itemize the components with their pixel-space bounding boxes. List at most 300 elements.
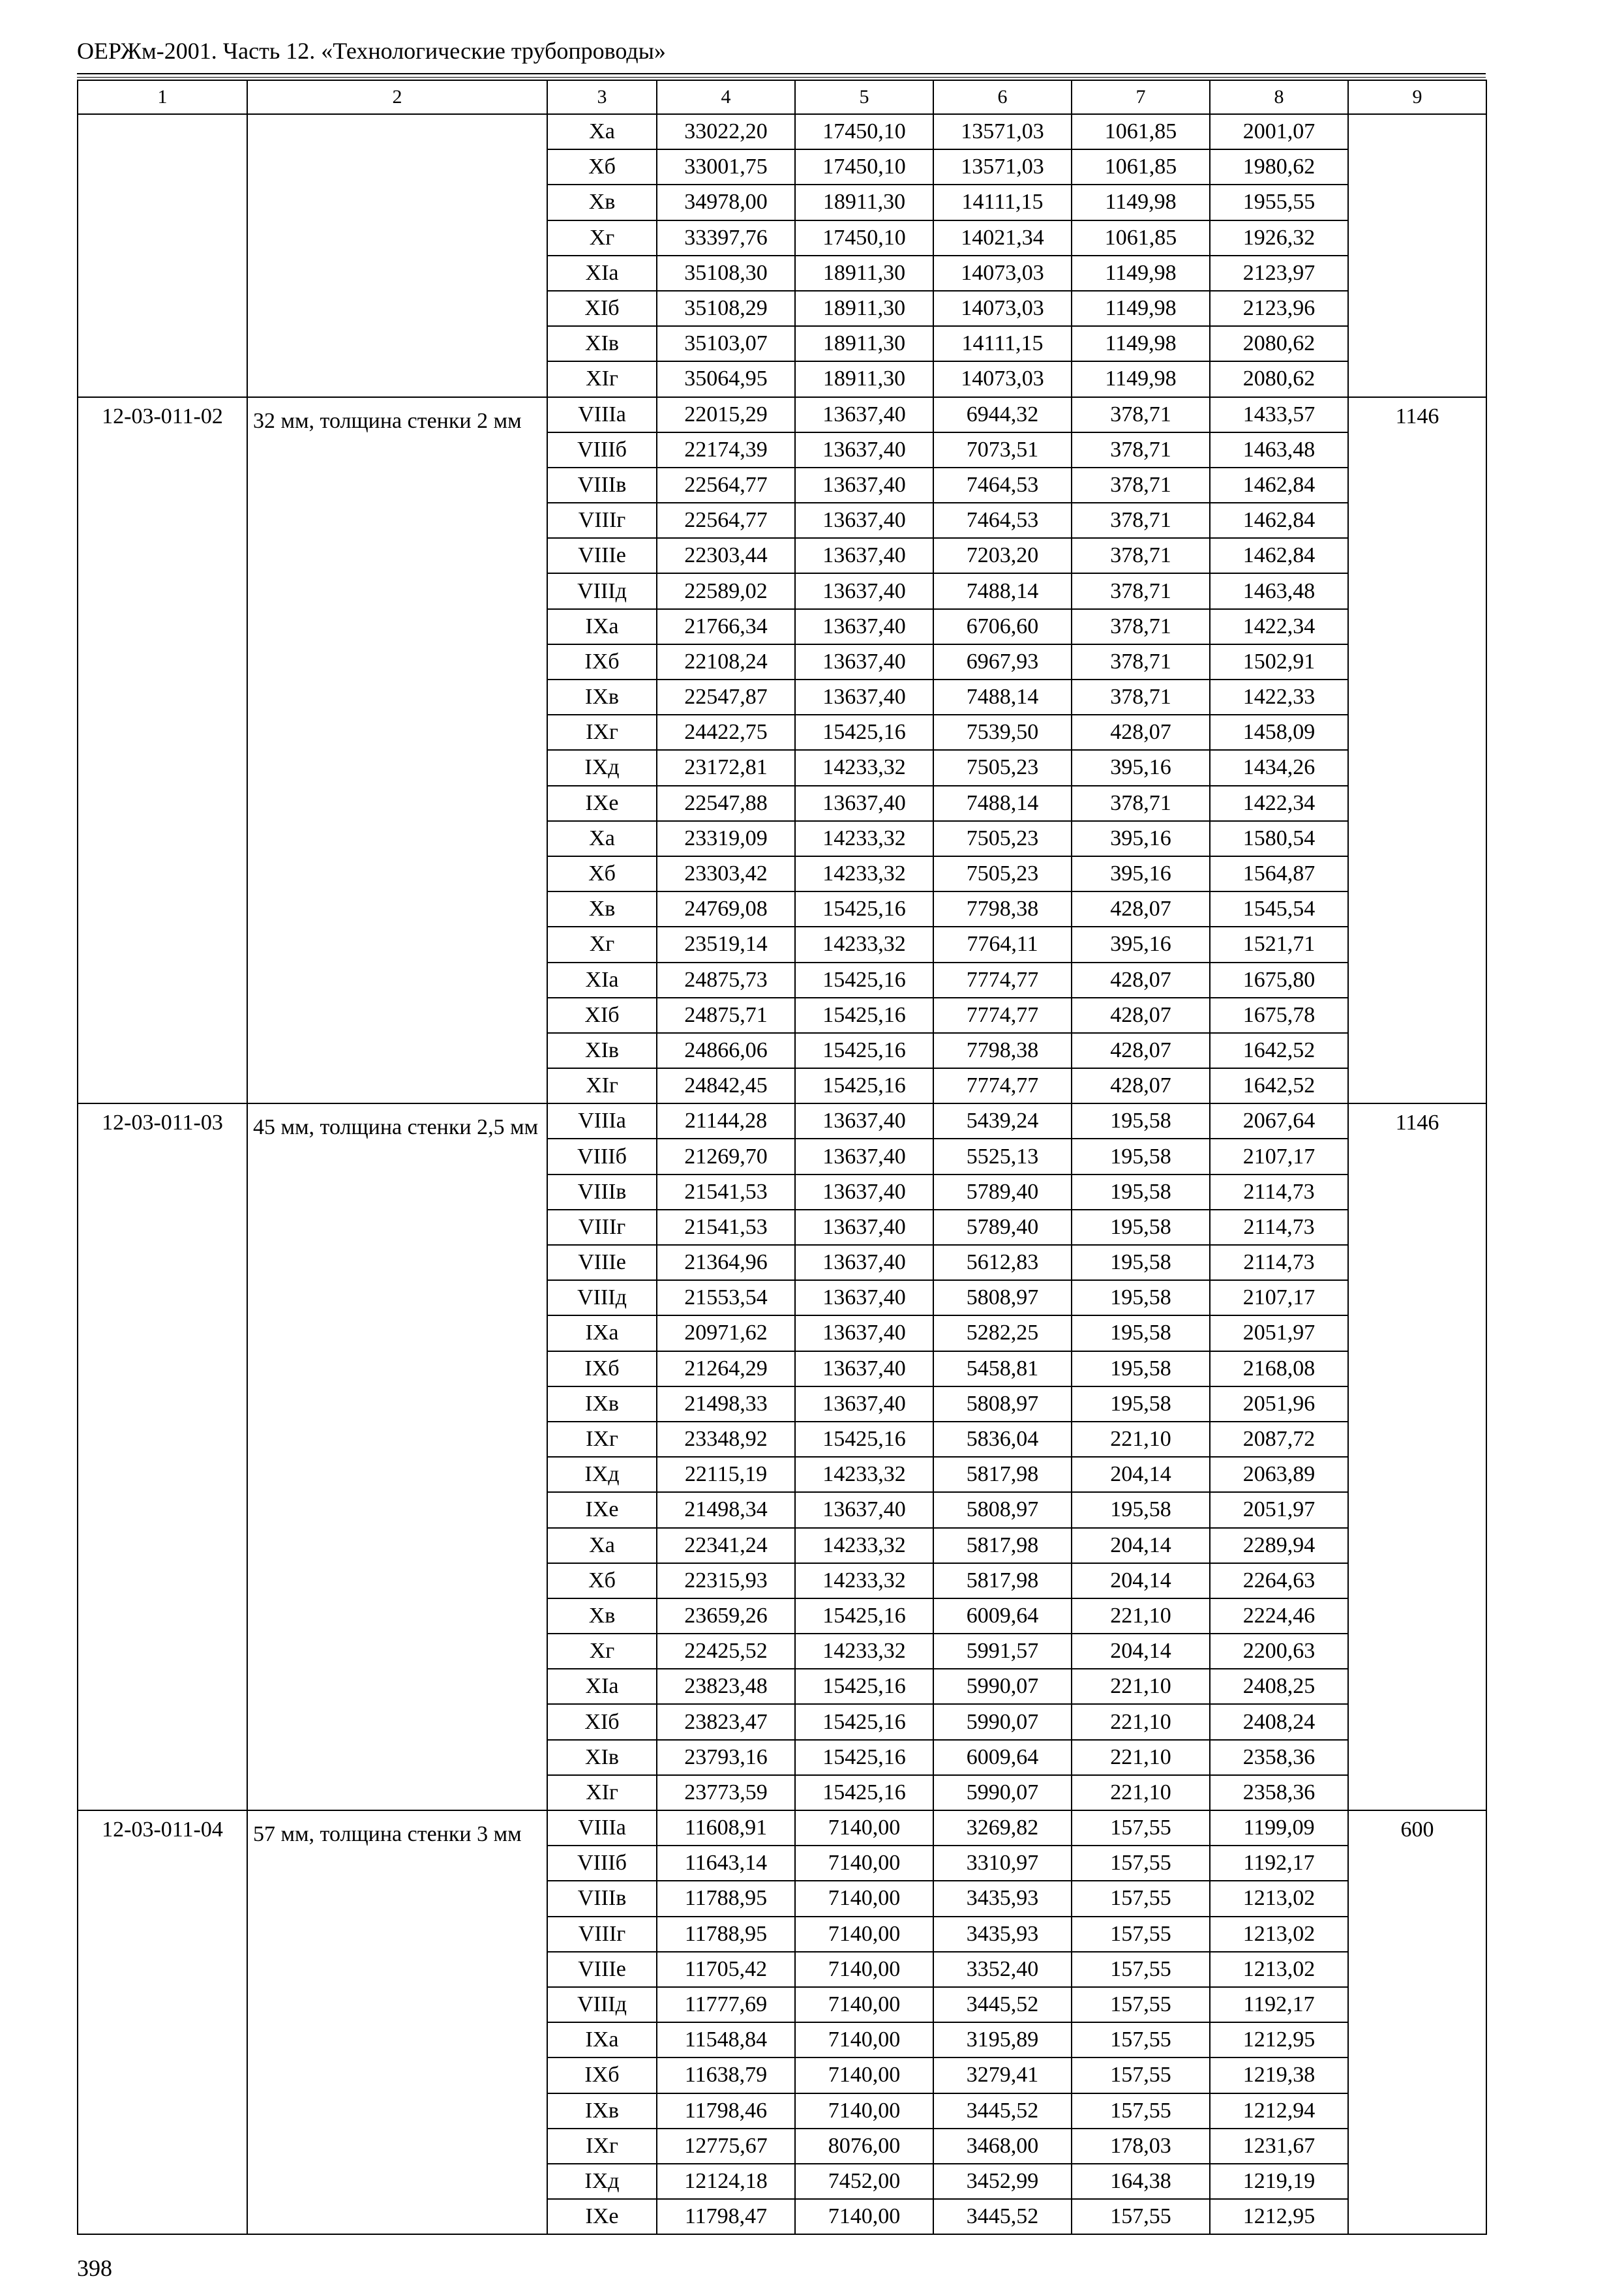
value-cell-col5: 18911,30 <box>795 185 933 220</box>
value-cell-col4: 22425,52 <box>657 1634 795 1669</box>
soil-group-cell: Xг <box>547 220 657 256</box>
value-cell-col7: 221,10 <box>1072 1775 1210 1810</box>
value-cell-col5: 13637,40 <box>795 1492 933 1527</box>
value-cell-col5: 15425,16 <box>795 1740 933 1775</box>
column-number: 1 <box>78 80 247 114</box>
value-cell-col8: 2408,24 <box>1210 1704 1348 1739</box>
value-cell-col5: 13637,40 <box>795 1280 933 1315</box>
value-cell-col7: 428,07 <box>1072 998 1210 1033</box>
value-cell-col7: 1149,98 <box>1072 291 1210 326</box>
value-cell-col4: 24769,08 <box>657 891 795 927</box>
value-cell-col8: 1642,52 <box>1210 1033 1348 1068</box>
value-cell-col7: 195,58 <box>1072 1174 1210 1210</box>
value-cell-col5: 14233,32 <box>795 821 933 856</box>
value-cell-col5: 15425,16 <box>795 963 933 998</box>
value-cell-col4: 22015,29 <box>657 397 795 432</box>
norm-cell: 600 <box>1348 1810 1486 2234</box>
value-cell-col8: 1434,26 <box>1210 750 1348 785</box>
value-cell-col8: 1926,32 <box>1210 220 1348 256</box>
value-cell-col6: 5525,13 <box>933 1139 1072 1174</box>
value-cell-col5: 14233,32 <box>795 927 933 962</box>
value-cell-col7: 157,55 <box>1072 1846 1210 1881</box>
table-row <box>78 114 1486 149</box>
soil-group-cell: IXб <box>547 644 657 680</box>
value-cell-col5: 13637,40 <box>795 609 933 644</box>
value-cell-col4: 21766,34 <box>657 609 795 644</box>
value-cell-col7: 195,58 <box>1072 1351 1210 1386</box>
value-cell-col4: 22547,88 <box>657 786 795 821</box>
value-cell-col8: 1675,78 <box>1210 998 1348 1033</box>
value-cell-col8: 1219,19 <box>1210 2164 1348 2199</box>
value-cell-col4: 23823,47 <box>657 1704 795 1739</box>
value-cell-col4: 11608,91 <box>657 1810 795 1846</box>
column-number: 8 <box>1210 80 1348 114</box>
value-cell-col6: 7464,53 <box>933 503 1072 538</box>
value-cell-col8: 1642,52 <box>1210 1068 1348 1103</box>
value-cell-col7: 378,71 <box>1072 397 1210 432</box>
value-cell-col8: 2200,63 <box>1210 1634 1348 1669</box>
value-cell-col6: 7505,23 <box>933 856 1072 891</box>
value-cell-col6: 5990,07 <box>933 1704 1072 1739</box>
value-cell-col5: 13637,40 <box>795 538 933 573</box>
soil-group-cell: XIб <box>547 1704 657 1739</box>
value-cell-col5: 14233,32 <box>795 750 933 785</box>
soil-group-cell: IXб <box>547 1351 657 1386</box>
soil-group-cell: VIIIе <box>547 1245 657 1280</box>
value-cell-col7: 195,58 <box>1072 1139 1210 1174</box>
value-cell-col6: 5789,40 <box>933 1174 1072 1210</box>
value-cell-col7: 1061,85 <box>1072 149 1210 185</box>
value-cell-col5: 7140,00 <box>795 2199 933 2234</box>
value-cell-col7: 428,07 <box>1072 715 1210 750</box>
soil-group-cell: XIа <box>547 256 657 291</box>
value-cell-col5: 13637,40 <box>795 1210 933 1245</box>
value-cell-col8: 1955,55 <box>1210 185 1348 220</box>
value-cell-col6: 3310,97 <box>933 1846 1072 1881</box>
value-cell-col6: 7798,38 <box>933 1033 1072 1068</box>
value-cell-col4: 23659,26 <box>657 1598 795 1634</box>
value-cell-col5: 18911,30 <box>795 256 933 291</box>
value-cell-col5: 18911,30 <box>795 291 933 326</box>
column-number: 9 <box>1348 80 1486 114</box>
value-cell-col5: 15425,16 <box>795 1775 933 1810</box>
value-cell-col6: 5990,07 <box>933 1775 1072 1810</box>
value-cell-col6: 6706,60 <box>933 609 1072 644</box>
page-number: 398 <box>77 2255 112 2281</box>
value-cell-col8: 2289,94 <box>1210 1528 1348 1563</box>
value-cell-col6: 5612,83 <box>933 1245 1072 1280</box>
soil-group-cell: VIIIб <box>547 1139 657 1174</box>
value-cell-col8: 1192,17 <box>1210 1846 1348 1881</box>
value-cell-col8: 1502,91 <box>1210 644 1348 680</box>
value-cell-col7: 1149,98 <box>1072 361 1210 396</box>
value-cell-col4: 23172,81 <box>657 750 795 785</box>
value-cell-col4: 23823,48 <box>657 1669 795 1704</box>
norm-cell: 1146 <box>1348 397 1486 1104</box>
value-cell-col8: 1462,84 <box>1210 538 1348 573</box>
value-cell-col6: 5817,98 <box>933 1457 1072 1492</box>
soil-group-cell: IXе <box>547 1492 657 1527</box>
value-cell-col4: 22547,87 <box>657 680 795 715</box>
soil-group-cell: Xа <box>547 1528 657 1563</box>
soil-group-cell: VIIIд <box>547 1987 657 2022</box>
soil-group-cell: XIв <box>547 1033 657 1068</box>
soil-group-cell: VIIIа <box>547 1810 657 1846</box>
value-cell-col8: 2063,89 <box>1210 1457 1348 1492</box>
soil-group-cell: VIIIд <box>547 1280 657 1315</box>
value-cell-col5: 14233,32 <box>795 1528 933 1563</box>
value-cell-col7: 221,10 <box>1072 1669 1210 1704</box>
value-cell-col8: 1675,80 <box>1210 963 1348 998</box>
soil-group-cell: VIIIе <box>547 1952 657 1987</box>
value-cell-col7: 378,71 <box>1072 468 1210 503</box>
value-cell-col8: 2067,64 <box>1210 1103 1348 1139</box>
value-cell-col5: 18911,30 <box>795 326 933 361</box>
value-cell-col5: 7452,00 <box>795 2164 933 2199</box>
value-cell-col5: 13637,40 <box>795 1139 933 1174</box>
soil-group-cell: IXв <box>547 1386 657 1422</box>
value-cell-col4: 22315,93 <box>657 1563 795 1598</box>
value-cell-col7: 195,58 <box>1072 1210 1210 1245</box>
value-cell-col4: 22341,24 <box>657 1528 795 1563</box>
value-cell-col4: 22564,77 <box>657 468 795 503</box>
value-cell-col7: 378,71 <box>1072 680 1210 715</box>
column-number: 4 <box>657 80 795 114</box>
value-cell-col7: 157,55 <box>1072 1987 1210 2022</box>
value-cell-col7: 195,58 <box>1072 1315 1210 1351</box>
soil-group-cell: Xг <box>547 927 657 962</box>
rate-code-cell: 12-03-011-03 <box>78 1103 247 1810</box>
value-cell-col4: 24422,75 <box>657 715 795 750</box>
description-cell <box>247 114 547 397</box>
value-cell-col8: 2107,17 <box>1210 1139 1348 1174</box>
value-cell-col4: 21498,33 <box>657 1386 795 1422</box>
value-cell-col8: 2358,36 <box>1210 1740 1348 1775</box>
soil-group-cell: VIIIа <box>547 397 657 432</box>
value-cell-col7: 221,10 <box>1072 1422 1210 1457</box>
value-cell-col8: 1462,84 <box>1210 468 1348 503</box>
value-cell-col7: 157,55 <box>1072 2022 1210 2057</box>
value-cell-col4: 33022,20 <box>657 114 795 149</box>
value-cell-col7: 164,38 <box>1072 2164 1210 2199</box>
value-cell-col5: 13637,40 <box>795 397 933 432</box>
value-cell-col7: 378,71 <box>1072 609 1210 644</box>
value-cell-col5: 14233,32 <box>795 1634 933 1669</box>
description-cell: 57 мм, толщина стенки 3 мм <box>247 1810 547 2234</box>
value-cell-col7: 221,10 <box>1072 1740 1210 1775</box>
value-cell-col6: 5282,25 <box>933 1315 1072 1351</box>
value-cell-col6: 7505,23 <box>933 750 1072 785</box>
value-cell-col5: 13637,40 <box>795 1386 933 1422</box>
value-cell-col7: 378,71 <box>1072 644 1210 680</box>
rate-code-cell: 12-03-011-04 <box>78 1810 247 2234</box>
value-cell-col7: 204,14 <box>1072 1457 1210 1492</box>
value-cell-col8: 2001,07 <box>1210 114 1348 149</box>
value-cell-col6: 7774,77 <box>933 963 1072 998</box>
value-cell-col8: 2051,97 <box>1210 1315 1348 1351</box>
value-cell-col4: 23348,92 <box>657 1422 795 1457</box>
table-row <box>78 1103 1486 1139</box>
price-table-wrapper <box>77 80 1487 2235</box>
value-cell-col6: 7203,20 <box>933 538 1072 573</box>
value-cell-col6: 3279,41 <box>933 2057 1072 2093</box>
value-cell-col6: 5990,07 <box>933 1669 1072 1704</box>
soil-group-cell: VIIIг <box>547 1210 657 1245</box>
value-cell-col4: 33397,76 <box>657 220 795 256</box>
value-cell-col6: 3445,52 <box>933 2093 1072 2129</box>
value-cell-col8: 1521,71 <box>1210 927 1348 962</box>
value-cell-col8: 1980,62 <box>1210 149 1348 185</box>
value-cell-col4: 11777,69 <box>657 1987 795 2022</box>
value-cell-col4: 11548,84 <box>657 2022 795 2057</box>
value-cell-col8: 2080,62 <box>1210 361 1348 396</box>
value-cell-col7: 1061,85 <box>1072 220 1210 256</box>
value-cell-col5: 15425,16 <box>795 1068 933 1103</box>
value-cell-col4: 21144,28 <box>657 1103 795 1139</box>
soil-group-cell: VIIIб <box>547 1846 657 1881</box>
soil-group-cell: VIIIв <box>547 1881 657 1916</box>
value-cell-col5: 13637,40 <box>795 432 933 468</box>
value-cell-col4: 20971,62 <box>657 1315 795 1351</box>
value-cell-col6: 3445,52 <box>933 1987 1072 2022</box>
table-row <box>78 397 1486 432</box>
value-cell-col4: 22564,77 <box>657 503 795 538</box>
value-cell-col6: 7764,11 <box>933 927 1072 962</box>
value-cell-col6: 7774,77 <box>933 998 1072 1033</box>
value-cell-col4: 21498,34 <box>657 1492 795 1527</box>
soil-group-cell: VIIIг <box>547 503 657 538</box>
value-cell-col4: 24875,73 <box>657 963 795 998</box>
value-cell-col7: 195,58 <box>1072 1386 1210 1422</box>
value-cell-col7: 195,58 <box>1072 1492 1210 1527</box>
soil-group-cell: VIIIг <box>547 1917 657 1952</box>
value-cell-col6: 5439,24 <box>933 1103 1072 1139</box>
soil-group-cell: IXв <box>547 2093 657 2129</box>
soil-group-cell: Xб <box>547 856 657 891</box>
value-cell-col4: 11798,46 <box>657 2093 795 2129</box>
soil-group-cell: VIIIв <box>547 1174 657 1210</box>
value-cell-col4: 23519,14 <box>657 927 795 962</box>
value-cell-col8: 1422,34 <box>1210 609 1348 644</box>
value-cell-col8: 1422,34 <box>1210 786 1348 821</box>
value-cell-col5: 7140,00 <box>795 1952 933 1987</box>
value-cell-col7: 157,55 <box>1072 1881 1210 1916</box>
value-cell-col8: 1231,67 <box>1210 2129 1348 2164</box>
rate-code-cell: 12-03-011-02 <box>78 397 247 1104</box>
value-cell-col4: 35108,29 <box>657 291 795 326</box>
value-cell-col5: 13637,40 <box>795 1174 933 1210</box>
soil-group-cell: IXг <box>547 2129 657 2164</box>
value-cell-col5: 15425,16 <box>795 1704 933 1739</box>
value-cell-col5: 13637,40 <box>795 1315 933 1351</box>
value-cell-col6: 6009,64 <box>933 1598 1072 1634</box>
soil-group-cell: XIг <box>547 361 657 396</box>
soil-group-cell: Xв <box>547 891 657 927</box>
value-cell-col6: 5808,97 <box>933 1280 1072 1315</box>
value-cell-col7: 157,55 <box>1072 2093 1210 2129</box>
value-cell-col8: 1422,33 <box>1210 680 1348 715</box>
value-cell-col7: 157,55 <box>1072 1952 1210 1987</box>
value-cell-col7: 378,71 <box>1072 573 1210 608</box>
value-cell-col4: 11705,42 <box>657 1952 795 1987</box>
value-cell-col5: 13637,40 <box>795 644 933 680</box>
rate-code-cell <box>78 114 247 397</box>
soil-group-cell: IXа <box>547 2022 657 2057</box>
column-number: 3 <box>547 80 657 114</box>
table-row <box>78 1810 1486 1846</box>
value-cell-col4: 22174,39 <box>657 432 795 468</box>
soil-group-cell: Xа <box>547 821 657 856</box>
column-number: 5 <box>795 80 933 114</box>
value-cell-col8: 1458,09 <box>1210 715 1348 750</box>
value-cell-col6: 7488,14 <box>933 573 1072 608</box>
value-cell-col7: 157,55 <box>1072 1810 1210 1846</box>
value-cell-col7: 1061,85 <box>1072 114 1210 149</box>
value-cell-col8: 1463,48 <box>1210 432 1348 468</box>
value-cell-col6: 5836,04 <box>933 1422 1072 1457</box>
value-cell-col5: 7140,00 <box>795 1917 933 1952</box>
header-rule <box>77 73 1486 74</box>
value-cell-col5: 15425,16 <box>795 1669 933 1704</box>
description-cell: 32 мм, толщина стенки 2 мм <box>247 397 547 1104</box>
value-cell-col4: 12124,18 <box>657 2164 795 2199</box>
value-cell-col7: 428,07 <box>1072 1033 1210 1068</box>
soil-group-cell: XIа <box>547 963 657 998</box>
value-cell-col7: 395,16 <box>1072 856 1210 891</box>
value-cell-col8: 2168,08 <box>1210 1351 1348 1386</box>
value-cell-col4: 21264,29 <box>657 1351 795 1386</box>
value-cell-col7: 1149,98 <box>1072 326 1210 361</box>
soil-group-cell: IXд <box>547 2164 657 2199</box>
value-cell-col7: 378,71 <box>1072 503 1210 538</box>
value-cell-col5: 17450,10 <box>795 220 933 256</box>
value-cell-col6: 6944,32 <box>933 397 1072 432</box>
value-cell-col8: 2358,36 <box>1210 1775 1348 1810</box>
soil-group-cell: XIб <box>547 998 657 1033</box>
value-cell-col8: 2080,62 <box>1210 326 1348 361</box>
soil-group-cell: XIг <box>547 1068 657 1103</box>
value-cell-col5: 13637,40 <box>795 1103 933 1139</box>
value-cell-col8: 1213,02 <box>1210 1952 1348 1987</box>
column-number: 6 <box>933 80 1072 114</box>
value-cell-col5: 15425,16 <box>795 998 933 1033</box>
soil-group-cell: XIв <box>547 1740 657 1775</box>
value-cell-col7: 157,55 <box>1072 1917 1210 1952</box>
value-cell-col4: 21269,70 <box>657 1139 795 1174</box>
value-cell-col5: 15425,16 <box>795 1033 933 1068</box>
value-cell-col7: 395,16 <box>1072 927 1210 962</box>
value-cell-col5: 7140,00 <box>795 2057 933 2093</box>
soil-group-cell: VIIIб <box>547 432 657 468</box>
value-cell-col4: 11788,95 <box>657 1917 795 1952</box>
soil-group-cell: VIIIа <box>547 1103 657 1139</box>
value-cell-col8: 1213,02 <box>1210 1917 1348 1952</box>
value-cell-col6: 5817,98 <box>933 1563 1072 1598</box>
value-cell-col7: 195,58 <box>1072 1103 1210 1139</box>
soil-group-cell: XIг <box>547 1775 657 1810</box>
value-cell-col5: 17450,10 <box>795 149 933 185</box>
value-cell-col4: 21553,54 <box>657 1280 795 1315</box>
value-cell-col7: 178,03 <box>1072 2129 1210 2164</box>
value-cell-col6: 3435,93 <box>933 1917 1072 1952</box>
value-cell-col6: 6009,64 <box>933 1740 1072 1775</box>
value-cell-col7: 157,55 <box>1072 2057 1210 2093</box>
value-cell-col5: 13637,40 <box>795 786 933 821</box>
value-cell-col4: 11638,79 <box>657 2057 795 2093</box>
value-cell-col7: 221,10 <box>1072 1598 1210 1634</box>
value-cell-col7: 195,58 <box>1072 1280 1210 1315</box>
value-cell-col6: 3435,93 <box>933 1881 1072 1916</box>
value-cell-col6: 7774,77 <box>933 1068 1072 1103</box>
value-cell-col5: 13637,40 <box>795 468 933 503</box>
value-cell-col6: 5789,40 <box>933 1210 1072 1245</box>
value-cell-col7: 428,07 <box>1072 1068 1210 1103</box>
value-cell-col6: 6967,93 <box>933 644 1072 680</box>
value-cell-col4: 23319,09 <box>657 821 795 856</box>
value-cell-col8: 2224,46 <box>1210 1598 1348 1634</box>
value-cell-col4: 21364,96 <box>657 1245 795 1280</box>
value-cell-col4: 21541,53 <box>657 1174 795 1210</box>
value-cell-col4: 23793,16 <box>657 1740 795 1775</box>
value-cell-col7: 428,07 <box>1072 891 1210 927</box>
value-cell-col5: 15425,16 <box>795 1422 933 1457</box>
column-number: 7 <box>1072 80 1210 114</box>
value-cell-col4: 21541,53 <box>657 1210 795 1245</box>
soil-group-cell: Xб <box>547 1563 657 1598</box>
soil-group-cell: IXа <box>547 1315 657 1351</box>
value-cell-col8: 1462,84 <box>1210 503 1348 538</box>
value-cell-col8: 2114,73 <box>1210 1210 1348 1245</box>
value-cell-col6: 13571,03 <box>933 114 1072 149</box>
value-cell-col7: 378,71 <box>1072 538 1210 573</box>
value-cell-col4: 22589,02 <box>657 573 795 608</box>
value-cell-col8: 1545,54 <box>1210 891 1348 927</box>
value-cell-col7: 204,14 <box>1072 1528 1210 1563</box>
value-cell-col5: 15425,16 <box>795 1598 933 1634</box>
value-cell-col8: 1213,02 <box>1210 1881 1348 1916</box>
value-cell-col5: 13637,40 <box>795 503 933 538</box>
soil-group-cell: IXб <box>547 2057 657 2093</box>
soil-group-cell: Xб <box>547 149 657 185</box>
page-header: ОЕРЖм-2001. Часть 12. «Технологические трубопроводы» <box>77 38 666 64</box>
value-cell-col8: 1463,48 <box>1210 573 1348 608</box>
value-cell-col4: 24875,71 <box>657 998 795 1033</box>
value-cell-col8: 2087,72 <box>1210 1422 1348 1457</box>
value-cell-col4: 33001,75 <box>657 149 795 185</box>
value-cell-col6: 7073,51 <box>933 432 1072 468</box>
value-cell-col7: 157,55 <box>1072 2199 1210 2234</box>
value-cell-col5: 7140,00 <box>795 1881 933 1916</box>
value-cell-col8: 2123,96 <box>1210 291 1348 326</box>
value-cell-col5: 14233,32 <box>795 1457 933 1492</box>
value-cell-col6: 7539,50 <box>933 715 1072 750</box>
value-cell-col6: 14073,03 <box>933 256 1072 291</box>
soil-group-cell: XIв <box>547 326 657 361</box>
value-cell-col7: 378,71 <box>1072 786 1210 821</box>
value-cell-col8: 1564,87 <box>1210 856 1348 891</box>
value-cell-col4: 24866,06 <box>657 1033 795 1068</box>
soil-group-cell: Xг <box>547 1634 657 1669</box>
value-cell-col8: 2051,97 <box>1210 1492 1348 1527</box>
value-cell-col8: 2051,96 <box>1210 1386 1348 1422</box>
value-cell-col7: 395,16 <box>1072 750 1210 785</box>
value-cell-col4: 11643,14 <box>657 1846 795 1881</box>
value-cell-col6: 7505,23 <box>933 821 1072 856</box>
soil-group-cell: Xв <box>547 185 657 220</box>
value-cell-col8: 1212,95 <box>1210 2199 1348 2234</box>
value-cell-col4: 34978,00 <box>657 185 795 220</box>
value-cell-col6: 14073,03 <box>933 361 1072 396</box>
